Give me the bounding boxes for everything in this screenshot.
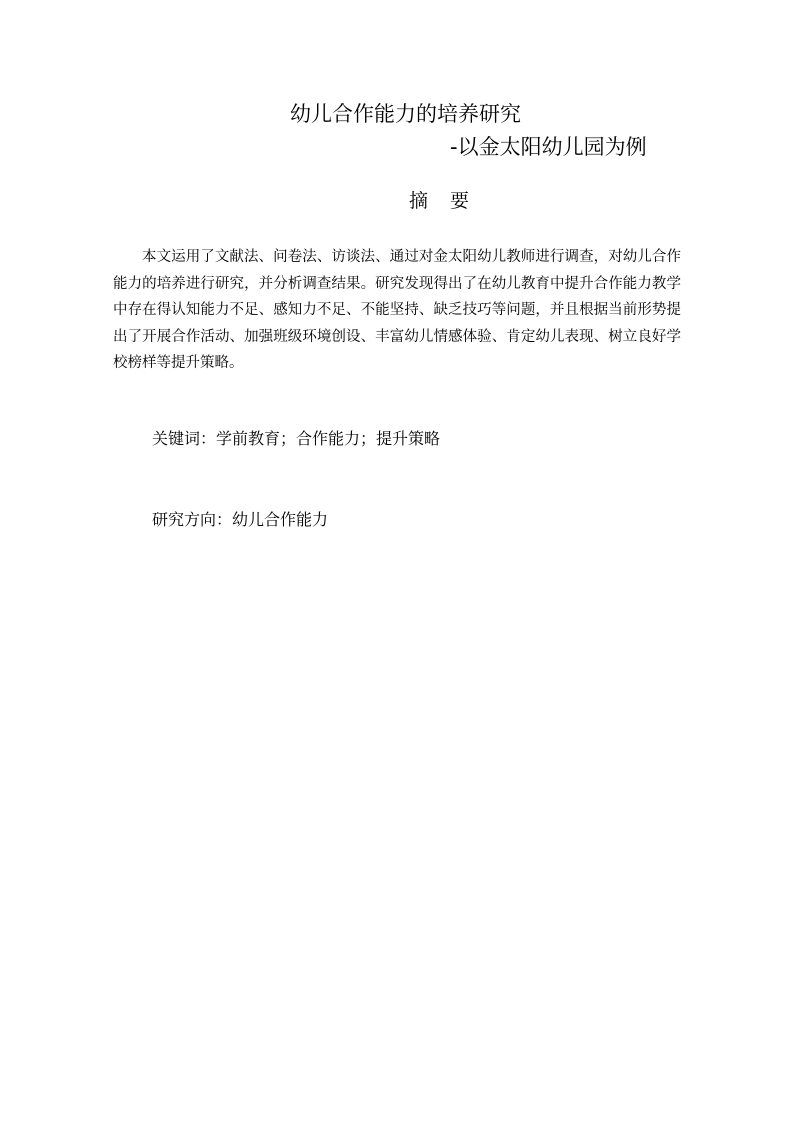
keywords-line (152, 427, 440, 451)
research-direction-line (152, 508, 328, 532)
abstract-heading: 摘要 (409, 190, 492, 212)
keywords-value: 学前教育；合作能力；提升策略 (216, 429, 441, 448)
paper-title: 幼儿合作能力的培养研究 (290, 102, 521, 126)
abstract-body: 本文运用了文献法、问卷法、访谈法、通过对金太阳幼儿教师进行调查，对幼儿合作能力的培养进行研究，并分析调查结果。研究发现得出了在幼儿教育中提升合作能力教学中存在得认知能力不足、感知力不足、不能坚持、缺乏技巧等问题，并且根据当前形势提出了开展合作活动、加强班级环境创设、丰富幼儿情感体验、肯定幼儿表现、树立良好学校榜样等提升策略。 (113, 249, 681, 371)
research-direction-value: 幼儿合作能力 (232, 510, 329, 529)
paper-subtitle: -以金太阳幼儿园为例 (450, 135, 647, 159)
research-direction-label: 研究方向： (152, 510, 233, 529)
keywords-label: 关键词： (152, 429, 217, 448)
